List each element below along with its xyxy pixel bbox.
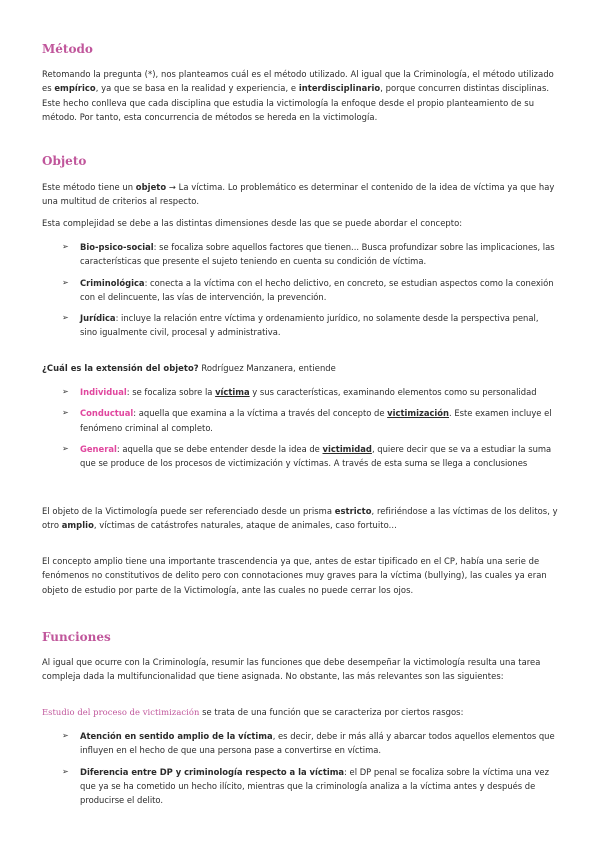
list-item	[42, 765, 558, 808]
text-run: , porque concurren distintas disciplinas. Este hecho conlleva que cada disciplina que estudia la victimología la enfoque desde el propio planteamiento de su método. Por tanto, esta concurrencia de métodos se hereda en la victimología.	[42, 83, 550, 122]
text-run: se trata de una función que se caracteriza por ciertos rasgos:	[199, 707, 464, 717]
list-item	[42, 276, 558, 305]
text-run: El concepto amplio tiene una importante trascendencia ya que, antes de estar tipificado en el CP, había una serie de fenómenos no constitutivos de delito pero con connotaciones muy graves para la víctima (bullying), las cuales ya eran objeto de estudio por parte de la Victimología, ante las cuales no puede cerrar los ojos.	[42, 556, 547, 595]
paragraph	[42, 361, 558, 375]
emphasis-text: Jurídica	[80, 313, 116, 324]
emphasis-text: General	[80, 443, 117, 454]
paragraph	[42, 705, 558, 719]
heading-funciones: Funciones	[42, 630, 111, 644]
paragraph	[42, 216, 558, 230]
emphasis-text: interdisciplinario	[298, 83, 381, 94]
arrow-bullet-icon: ➢	[62, 731, 69, 740]
text-run: , refiriéndose a las víctimas de los delitos, y otro	[42, 506, 558, 531]
list-item	[42, 240, 558, 269]
list-item	[42, 442, 558, 471]
text-run: Este método tiene un	[42, 182, 136, 192]
text-run: Al igual que ocurre con la Criminología, resumir las funciones que debe desempeñar la victimología resulta una tarea compleja dada la multifuncionalidad que tiene asignada. No obstante, las más relevantes son las siguientes:	[42, 657, 541, 682]
extension-list	[42, 385, 558, 470]
text-run: → La víctima. Lo problemático es determinar el contenido de la idea de víctima ya que hay una multitud de criterios al respecto.	[42, 182, 555, 207]
emphasis-text: víctima	[215, 387, 250, 397]
text-run: : se focaliza sobre la	[126, 387, 216, 397]
paragraph	[42, 504, 558, 533]
emphasis-text: Estudio del proceso de victimización	[42, 707, 200, 717]
emphasis-text: Atención en sentido amplio de la víctima	[80, 731, 273, 741]
emphasis-text: objeto	[135, 182, 167, 192]
text-run: : conecta a la víctima con el hecho delictivo, en concreto, se estudian aspectos como la conexión con el delincuente, las vías de intervención, la prevención.	[80, 277, 554, 302]
list-item	[42, 729, 558, 758]
text-run: : el DP penal se focaliza sobre la víctima una vez que ya se ha cometido un hecho ilícito, mientras que la criminología analiza a la víctima antes y después de producirse el delito.	[80, 766, 549, 806]
heading-objeto: Objeto	[42, 154, 87, 168]
text-run: : se focaliza sobre aquellos factores que tienen... Busca profundizar sobre las implicaciones, las características que presente el sujeto teniendo en cuenta su condición de víctima.	[80, 242, 555, 267]
dimension-list	[42, 240, 558, 340]
text-run: , es decir, debe ir más allá y abarcar todos aquellos elementos que influyen en el hecho de que una persona pase a convertirse en víctima.	[80, 731, 555, 756]
text-run: . Este examen incluye el fenómeno criminal al completo.	[80, 408, 552, 433]
arrow-bullet-icon: ➢	[62, 408, 69, 418]
text-run: El objeto de la Victimología puede ser referenciado desde un prisma	[42, 506, 335, 516]
text-run: Esta complejidad se debe a las distintas dimensiones desde las que se puede abordar el concepto:	[42, 218, 463, 228]
arrow-bullet-icon: ➢	[62, 766, 69, 776]
emphasis-text: victimidad	[322, 443, 372, 454]
text-run: : aquella que examina a la víctima a través del concepto de	[133, 408, 388, 419]
paragraph	[42, 180, 558, 209]
text-run: , quiere decir que se va a estudiar la suma que se produce de los procesos de victimización y víctimas. A través de esta suma se llega a conclusiones	[80, 443, 552, 469]
arrow-bullet-icon: ➢	[62, 313, 69, 323]
text-run: Retomando la pregunta (*), nos planteamos cuál es el método utilizado. Al igual que la Criminología, el método utilizado es	[42, 69, 554, 94]
emphasis-text: estricto	[334, 506, 372, 516]
emphasis-text: Individual	[80, 387, 127, 397]
text-run: : aquella que se debe entender desde la idea de	[116, 443, 323, 454]
emphasis-text: Conductual	[80, 408, 134, 419]
paragraph	[42, 655, 558, 684]
heading-metodo: Método	[42, 42, 93, 56]
emphasis-text: victimización	[387, 408, 450, 419]
arrow-bullet-icon: ➢	[62, 277, 69, 287]
list-item	[42, 406, 558, 435]
paragraph	[42, 554, 558, 597]
arrow-bullet-icon: ➢	[62, 443, 69, 453]
emphasis-text: empírico	[54, 83, 96, 94]
text-run: , ya que se basa en la realidad y experiencia, e	[95, 83, 299, 94]
emphasis-text: amplio	[61, 520, 94, 531]
emphasis-text: Diferencia entre DP y criminología respecto a la víctima	[80, 766, 345, 777]
emphasis-text: ¿Cuál es la extensión del objeto?	[42, 363, 199, 373]
arrow-bullet-icon: ➢	[62, 387, 69, 396]
paragraph	[42, 67, 558, 124]
emphasis-text: Bio-psico-social	[80, 242, 154, 252]
list-item	[42, 385, 558, 399]
text-run: y sus características, examinando elementos como su personalidad	[249, 387, 537, 397]
list-item	[42, 311, 558, 340]
arrow-bullet-icon: ➢	[62, 242, 69, 251]
text-run: : incluye la relación entre víctima y ordenamiento jurídico, no solamente desde la perspectiva penal, sino igualmente civil, procesal y administrativa.	[80, 313, 539, 338]
text-run: Rodríguez Manzanera, entiende	[198, 363, 336, 373]
text-run: , víctimas de catástrofes naturales, ataque de animales, caso fortuito...	[93, 520, 397, 531]
emphasis-text: Criminológica	[80, 277, 145, 288]
rasgos-list	[42, 729, 558, 807]
